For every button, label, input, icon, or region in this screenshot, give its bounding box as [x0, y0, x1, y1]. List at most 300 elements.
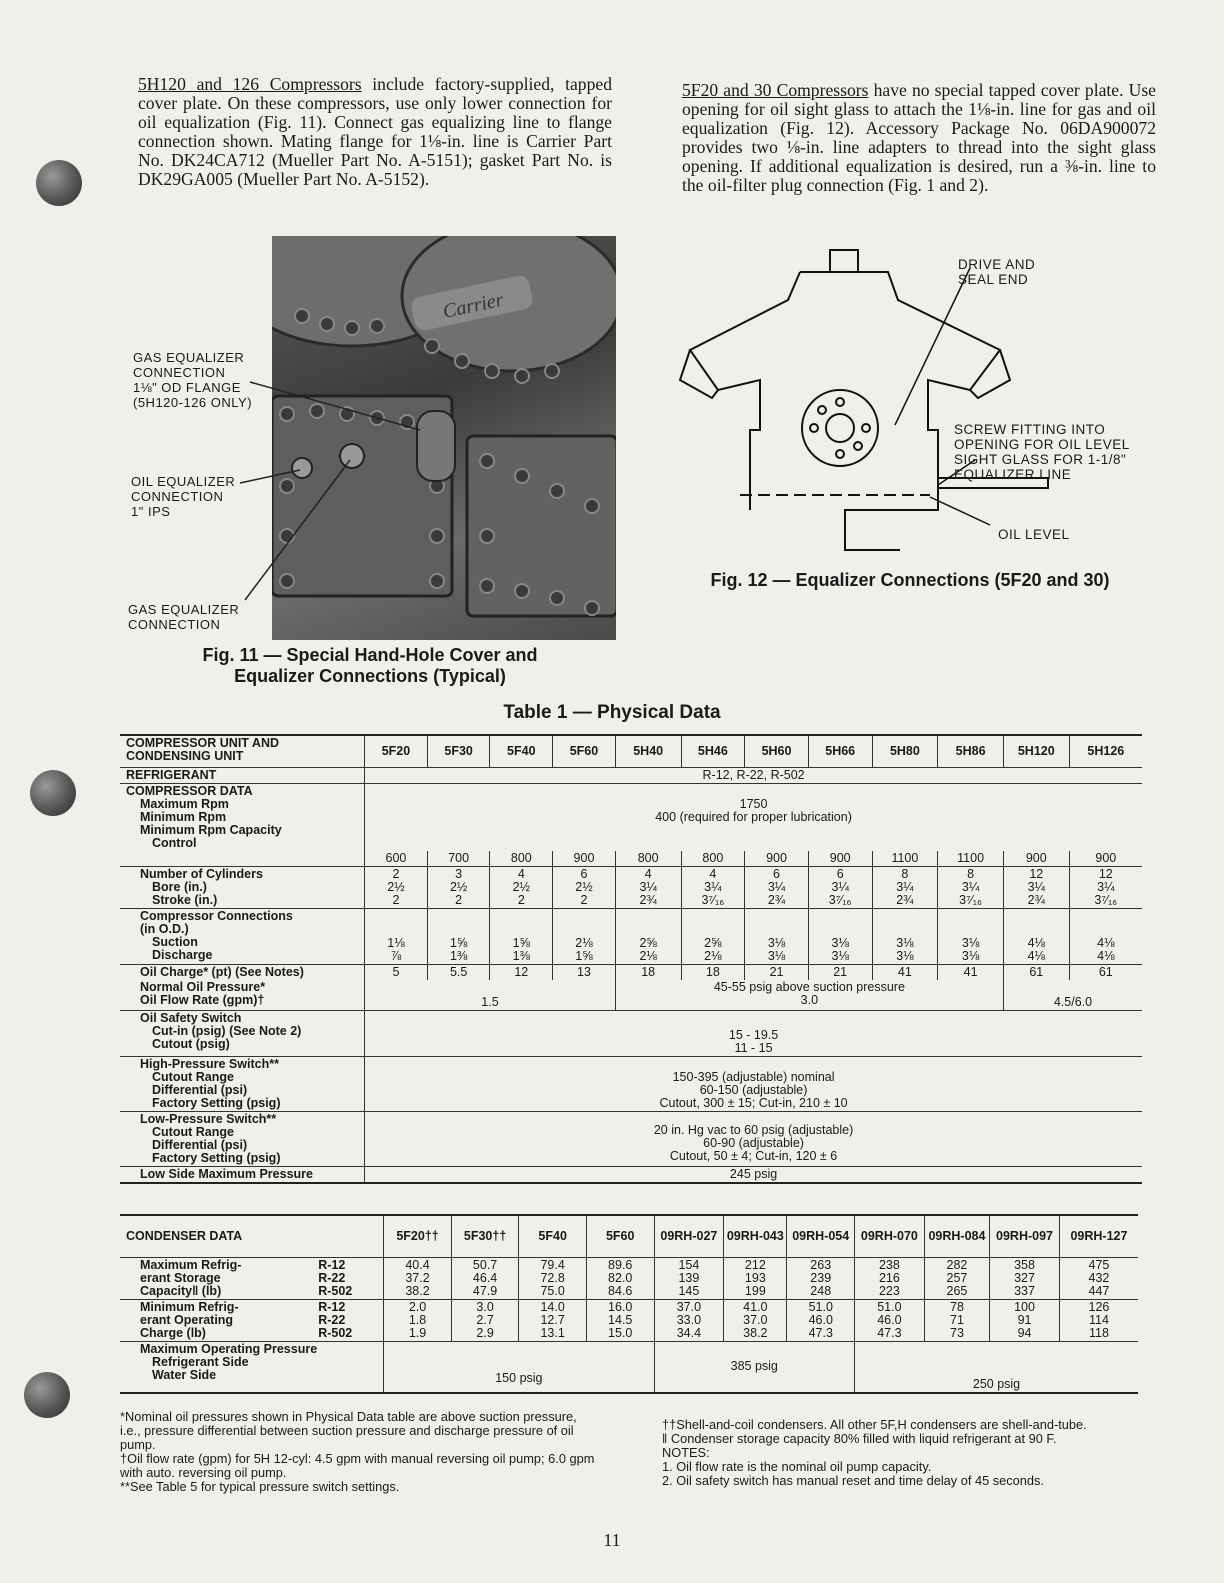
- conn-label: Compressor Connections: [140, 908, 293, 923]
- refrigerant-label: REFRIGERANT: [120, 767, 365, 783]
- discharge-value: 1⅜: [449, 948, 468, 963]
- fig12-label-line: SCREW FITTING INTO: [954, 422, 1106, 437]
- fig12-label-drive: [958, 257, 1035, 287]
- stroke-value: 3⁷⁄₁₆: [1094, 892, 1118, 907]
- storage-cell: [924, 1257, 989, 1299]
- page-number: 11: [603, 1530, 621, 1550]
- conn-label: (in O.D.): [140, 921, 189, 936]
- stroke-value: 2: [455, 892, 463, 907]
- charge-cell: [654, 1299, 724, 1341]
- storage-value: 212: [744, 1257, 766, 1272]
- carrier-logo: Carrier: [440, 288, 506, 323]
- lps-diff-label: Differential (psi): [152, 1137, 248, 1152]
- lps-row: [120, 1111, 1142, 1166]
- cyl-value: 4: [709, 866, 717, 881]
- oil-charge-cell: 18: [681, 964, 745, 980]
- min-cap-cell: 800: [490, 851, 553, 867]
- callout-line: GAS EQUALIZER: [133, 350, 245, 365]
- oil-charge-cell: 18: [615, 964, 681, 980]
- storage-cell: [654, 1257, 724, 1299]
- storage-value: 327: [1014, 1270, 1035, 1285]
- min-cap-cell: 800: [615, 851, 681, 867]
- storage-value: 432: [1088, 1270, 1110, 1285]
- bore-value: 3¼: [831, 879, 849, 894]
- cyl-value: 6: [580, 866, 588, 881]
- hps-fact: Cutout, 300 ± 15; Cut-in, 210 ± 10: [659, 1095, 848, 1110]
- refrigerant-row: [120, 767, 1142, 783]
- cyl-value: 12: [1098, 866, 1113, 881]
- storage-value: 46.4: [472, 1270, 498, 1285]
- storage-label-line: erant Storage: [140, 1270, 221, 1285]
- oss-cutout: 11 - 15: [734, 1040, 773, 1055]
- oil-charge-cell: 5: [365, 964, 428, 980]
- storage-value: 82.0: [608, 1270, 633, 1285]
- charge-row: [120, 1299, 1138, 1341]
- charge-label-line: erant Operating: [140, 1312, 234, 1327]
- condenser-model: 09RH-027: [654, 1215, 724, 1257]
- storage-value: 248: [810, 1283, 832, 1298]
- charge-value: 33.0: [676, 1312, 702, 1327]
- stroke-value: 2¾: [639, 892, 657, 907]
- ref-name: R-22: [318, 1312, 346, 1327]
- oil-flow-b: 3.0: [800, 992, 819, 1007]
- fig12-label-line: SEAL END: [958, 272, 1029, 287]
- storage-value: 223: [878, 1283, 900, 1298]
- mop-row: [120, 1341, 1138, 1393]
- stroke-value: 3⁷⁄₁₆: [828, 892, 852, 907]
- cyl-cell: [745, 866, 809, 908]
- comp-data-heading: COMPRESSOR DATA: [126, 783, 253, 798]
- storage-cell: [724, 1257, 787, 1299]
- charge-value: 1.8: [408, 1312, 427, 1327]
- fig11-caption: [160, 645, 580, 687]
- refrigerant-value: R-12, R-22, R-502: [365, 767, 1142, 783]
- storage-cell: [384, 1257, 452, 1299]
- bore-value: 3¼: [896, 879, 914, 894]
- stroke-value: 3⁷⁄₁₆: [959, 892, 982, 907]
- hps-range: 150-395 (adjustable) nominal: [672, 1069, 835, 1084]
- charge-value: 71: [950, 1312, 964, 1327]
- cyl-cell: [615, 866, 681, 908]
- suction-value: 2⅝: [704, 935, 722, 950]
- oil-charge-cell: 61: [1003, 964, 1069, 980]
- storage-value: 84.6: [608, 1283, 633, 1298]
- storage-value: 72.8: [540, 1270, 565, 1285]
- storage-value: 193: [744, 1270, 766, 1285]
- model-cell: 5F20: [365, 735, 428, 767]
- model-cell: 5H46: [681, 735, 745, 767]
- footnotes-left: [120, 1410, 600, 1494]
- storage-cell: [586, 1257, 654, 1299]
- lps-fact-label: Factory Setting (psig): [152, 1150, 281, 1165]
- right-paragraph: [682, 81, 1156, 195]
- min-cap-cell: 700: [427, 851, 490, 867]
- cyl-cell: [938, 866, 1004, 908]
- bore-value: 3¼: [767, 879, 786, 894]
- storage-cell: [787, 1257, 855, 1299]
- conn-cell: [427, 908, 490, 964]
- charge-value: 37.0: [676, 1299, 702, 1314]
- rpm-values: [365, 783, 1142, 851]
- charge-label-line: Charge (lb): [140, 1325, 206, 1340]
- footnote: **See Table 5 for typical pressure switch settings.: [120, 1479, 400, 1494]
- stroke-value: 2: [517, 892, 525, 907]
- oss-cutout-label: Cutout (psig): [152, 1036, 230, 1051]
- callout-line: (5H120-126 ONLY): [133, 395, 253, 410]
- stroke-value: 3⁷⁄₁₆: [701, 892, 725, 907]
- storage-value: 265: [946, 1283, 968, 1298]
- charge-value: 15.0: [608, 1325, 633, 1340]
- callout-line: 1⅛" OD FLANGE: [133, 380, 241, 395]
- charge-value: 73: [950, 1325, 964, 1340]
- ref-name: R-502: [318, 1283, 353, 1298]
- binder-hole-middle: [30, 770, 76, 816]
- conn-cell: [938, 908, 1004, 964]
- fig12-label-screw: [954, 422, 1130, 482]
- fig11-caption-line: Equalizer Connections (Typical): [234, 666, 506, 686]
- storage-value: 216: [878, 1270, 900, 1285]
- hps-values: [365, 1056, 1142, 1111]
- model-cell: 5H86: [938, 735, 1004, 767]
- mop-b: 385 psig: [654, 1341, 855, 1393]
- suction-value: 4⅛: [1097, 935, 1115, 950]
- cyl-value: 3: [455, 866, 463, 881]
- charge-value: 2.7: [476, 1312, 494, 1327]
- discharge-value: 2⅛: [704, 948, 722, 963]
- cyl-cell: [427, 866, 490, 908]
- min-cap-cell: 900: [745, 851, 809, 867]
- left-heading: 5H120 and 126 Compressors: [138, 74, 362, 94]
- lps-heading: Low-Pressure Switch**: [140, 1111, 277, 1126]
- table-title: Table 1 — Physical Data: [503, 702, 721, 723]
- suction-value: 2⅛: [575, 935, 593, 950]
- suction-label: Suction: [152, 934, 198, 949]
- oil-flow-label-text: Oil Flow Rate (gpm)†: [140, 992, 265, 1007]
- stroke-value: 2¾: [896, 892, 914, 907]
- suction-value: 3⅛: [896, 935, 914, 950]
- charge-value: 2.0: [408, 1299, 427, 1314]
- oil-pressure-row: [120, 980, 1142, 1011]
- callout-line: 1" IPS: [131, 504, 171, 519]
- fig11-leader-lines: [0, 0, 700, 700]
- charge-label-line: Minimum Refrig-: [140, 1299, 239, 1314]
- charge-value: 3.0: [476, 1299, 494, 1314]
- lsmp-value: 245 psig: [365, 1166, 1142, 1183]
- storage-value: 47.9: [472, 1283, 498, 1298]
- lps-range: 20 in. Hg vac to 60 psig (adjustable): [653, 1122, 854, 1137]
- charge-cell: [924, 1299, 989, 1341]
- lps-values: [365, 1111, 1142, 1166]
- bore-value: 3¼: [961, 879, 980, 894]
- model-cell: 5F60: [553, 735, 616, 767]
- cyl-value: 6: [773, 866, 780, 881]
- storage-value: 37.2: [405, 1270, 430, 1285]
- cyl-cell: [553, 866, 616, 908]
- table-header-row: [120, 735, 1142, 767]
- min-cap-cell: 900: [553, 851, 616, 867]
- conn-cell: [490, 908, 553, 964]
- oil-charge-cell: 12: [490, 964, 553, 980]
- refrigerant-names: [316, 1257, 384, 1299]
- oil-flow-c: 4.5/6.0: [1003, 980, 1142, 1011]
- conn-cell: [808, 908, 872, 964]
- model-cell: 5H60: [745, 735, 809, 767]
- suction-value: 2⅝: [639, 935, 657, 950]
- storage-value: 475: [1088, 1257, 1110, 1272]
- hps-label: [120, 1056, 365, 1111]
- lsmp-label: [120, 1166, 365, 1183]
- suction-value: 3⅛: [831, 935, 849, 950]
- physical-data-table: [120, 734, 1142, 1184]
- compressor-data-row: [120, 783, 1142, 851]
- storage-label: [120, 1257, 316, 1299]
- storage-value: 145: [678, 1283, 700, 1298]
- footnote: 2. Oil safety switch has manual reset and time delay of 45 seconds.: [662, 1473, 1044, 1488]
- discharge-value: 3⅛: [831, 948, 849, 963]
- storage-label-line: Capacity‖ (lb): [140, 1283, 222, 1298]
- charge-value: 41.0: [743, 1299, 768, 1314]
- condenser-model: 09RH-097: [990, 1215, 1060, 1257]
- oil-charge-label: [120, 964, 365, 980]
- min-cap-label: Minimum Rpm Capacity: [140, 822, 282, 837]
- cyl-cell: [681, 866, 745, 908]
- bore-value: 3¼: [1027, 879, 1045, 894]
- condenser-model: 09RH-127: [1059, 1215, 1138, 1257]
- model-cell: 5H80: [872, 735, 938, 767]
- binder-hole-bottom: [24, 1372, 70, 1418]
- connections-row: [120, 908, 1142, 964]
- conn-cell: [365, 908, 428, 964]
- oil-safety-row: [120, 1010, 1142, 1056]
- charge-cell: [990, 1299, 1060, 1341]
- suction-value: 4⅛: [1027, 935, 1045, 950]
- bore-value: 2½: [449, 879, 468, 894]
- oil-press-label-text: Normal Oil Pressure*: [140, 979, 266, 994]
- oil-charge-cell: 21: [745, 964, 809, 980]
- charge-cell: [1059, 1299, 1138, 1341]
- lps-range-label: Cutout Range: [152, 1124, 234, 1139]
- storage-cell: [451, 1257, 519, 1299]
- min-cap-cell: 900: [808, 851, 872, 867]
- ref-name: R-12: [318, 1257, 346, 1272]
- condenser-model: 09RH-043: [724, 1215, 787, 1257]
- charge-cell: [586, 1299, 654, 1341]
- min-cap-cell: 800: [681, 851, 745, 867]
- charge-value: 114: [1088, 1312, 1109, 1327]
- callout-line: CONNECTION: [133, 365, 226, 380]
- min-cap-cell: 600: [365, 851, 428, 867]
- max-rpm-value: 1750: [739, 796, 768, 811]
- cyl-value: 4: [644, 866, 652, 881]
- oil-charge-row: [120, 964, 1142, 980]
- max-rpm-label: Maximum Rpm: [140, 796, 229, 811]
- charge-value: 51.0: [877, 1299, 902, 1314]
- oss-values: [365, 1010, 1142, 1056]
- compressor-data-label: [120, 783, 365, 851]
- cyl-cell: [365, 866, 428, 908]
- stroke-value: 2: [580, 892, 588, 907]
- storage-value: 154: [678, 1257, 700, 1272]
- storage-value: 139: [678, 1270, 700, 1285]
- min-cap-cell: 900: [1003, 851, 1069, 867]
- charge-cell: [724, 1299, 787, 1341]
- storage-value: 337: [1014, 1283, 1035, 1298]
- ref-name: R-12: [318, 1299, 346, 1314]
- bore-label: Bore (in.): [152, 879, 207, 894]
- storage-value: 263: [810, 1257, 832, 1272]
- oil-safety-label: [120, 1010, 365, 1056]
- suction-value: 1⅝: [449, 935, 468, 950]
- hps-heading: High-Pressure Switch**: [140, 1056, 279, 1071]
- model-cell: 5F40: [490, 735, 553, 767]
- stroke-value: 2¾: [767, 892, 786, 907]
- suction-value: 3⅛: [961, 935, 980, 950]
- charge-value: 14.0: [540, 1299, 565, 1314]
- condenser-model: 09RH-084: [924, 1215, 989, 1257]
- discharge-value: ⅞: [390, 948, 402, 963]
- cyl-value: 12: [1029, 866, 1044, 881]
- cyl-value: 2: [392, 866, 400, 881]
- discharge-value: 1⅜: [512, 948, 530, 963]
- oil-press-flow: [615, 980, 1003, 1011]
- fig11-caption-line: Fig. 11 — Special Hand-Hole Cover and: [202, 645, 538, 665]
- lps-label: [120, 1111, 365, 1166]
- lsmp-row: [120, 1166, 1142, 1183]
- cyl-cell: [808, 866, 872, 908]
- charge-value: 51.0: [808, 1299, 833, 1314]
- stroke-value: 2¾: [1027, 892, 1045, 907]
- footnote: ‖ Condenser storage capacity 80% filled with liquid refrigerant at 90 F.: [662, 1431, 1057, 1446]
- hps-range-label: Cutout Range: [152, 1069, 234, 1084]
- suction-value: 1⅝: [512, 935, 530, 950]
- discharge-value: 4⅛: [1097, 948, 1115, 963]
- hps-fact-label: Factory Setting (psig): [152, 1095, 281, 1110]
- charge-value: 100: [1014, 1299, 1035, 1314]
- bore-value: 2½: [575, 879, 593, 894]
- conn-cell: [745, 908, 809, 964]
- charge-value: 37.0: [743, 1312, 768, 1327]
- condenser-model: 5F60: [586, 1215, 654, 1257]
- storage-value: 257: [946, 1270, 968, 1285]
- fig12-label-line: EQUALIZER LINE: [954, 467, 1072, 482]
- charge-value: 14.5: [608, 1312, 633, 1327]
- cylinders-row: [120, 866, 1142, 908]
- discharge-value: 3⅛: [961, 948, 980, 963]
- footnote: ††Shell-and-coil condensers. All other 5F,H condensers are shell-and-tube.: [662, 1417, 1087, 1432]
- model-cell: 5F30: [427, 735, 490, 767]
- charge-cell: [519, 1299, 587, 1341]
- storage-value: 38.2: [405, 1283, 430, 1298]
- condenser-label: CONDENSER DATA: [120, 1215, 384, 1257]
- header-label-line: CONDENSING UNIT: [126, 749, 244, 763]
- oss-label: Oil Safety Switch: [140, 1010, 242, 1025]
- charge-value: 47.3: [808, 1325, 833, 1340]
- footnotes-right: [662, 1418, 1142, 1488]
- oss-cutin: 15 - 19.5: [728, 1027, 779, 1042]
- cyl-cell: [490, 866, 553, 908]
- cylinders-label: [120, 866, 365, 908]
- storage-value: 79.4: [540, 1257, 565, 1272]
- ref-name: R-502: [318, 1325, 353, 1340]
- lps-fact: Cutout, 50 ± 4; Cut-in, 120 ± 6: [669, 1148, 838, 1163]
- min-rpm-value: 400 (required for proper lubrication): [655, 809, 852, 824]
- oil-press-value: 45-55 psig above suction pressure: [713, 979, 905, 994]
- min-cap-row: [120, 851, 1142, 867]
- min-cap-label: Control: [152, 835, 197, 850]
- discharge-label: Discharge: [152, 947, 213, 962]
- cyl-cell: [1069, 866, 1142, 908]
- oss-cutin-label: Cut-in (psig) (See Note 2): [152, 1023, 302, 1038]
- hps-row: [120, 1056, 1142, 1111]
- cyl-value: 8: [967, 866, 975, 881]
- bore-value: 2½: [387, 879, 405, 894]
- stroke-value: 2: [392, 892, 400, 907]
- charge-value: 46.0: [877, 1312, 902, 1327]
- footnote: NOTES:: [662, 1445, 710, 1460]
- mop-label: [120, 1341, 384, 1393]
- min-cap-cell: 900: [1069, 851, 1142, 867]
- charge-value: 2.9: [476, 1325, 494, 1340]
- model-cell: 5H126: [1069, 735, 1142, 767]
- charge-cell: [451, 1299, 519, 1341]
- conn-cell: [553, 908, 616, 964]
- charge-value: 12.7: [540, 1312, 565, 1327]
- oil-charge-label-text: Oil Charge* (pt) (See Notes): [140, 964, 304, 979]
- charge-value: 1.9: [408, 1325, 427, 1340]
- storage-value: 199: [744, 1283, 766, 1298]
- charge-value: 118: [1088, 1325, 1109, 1340]
- condenser-model: 09RH-070: [855, 1215, 925, 1257]
- bore-value: 3¼: [1097, 879, 1115, 894]
- lsmp-label-text: Low Side Maximum Pressure: [140, 1166, 313, 1181]
- bore-value: 3¼: [704, 879, 722, 894]
- discharge-value: 3⅛: [767, 948, 786, 963]
- charge-value: 47.3: [877, 1325, 902, 1340]
- condenser-model: 5F30††: [451, 1215, 519, 1257]
- storage-cell: [1059, 1257, 1138, 1299]
- charge-value: 13.1: [540, 1325, 565, 1340]
- hps-diff-label: Differential (psi): [152, 1082, 248, 1097]
- bore-value: 3¼: [639, 879, 657, 894]
- discharge-value: 4⅛: [1027, 948, 1045, 963]
- model-cell: 5H120: [1003, 735, 1069, 767]
- mop-c: 250 psig: [855, 1341, 1138, 1393]
- right-body: have no special tapped cover plate. Use opening for oil sight glass to attach the 1⅛-in. line for gas and oil equalization (Fig. 12). Accessory Package No. 06DA900072 provides two ⅛-in. line adapters to thread into the sight glass opening. If additional equalization is desired, run a ⅜-in. line to the oil-filter plug connection (Fig. 1 and 2).: [682, 80, 1156, 195]
- fig12-label-line: DRIVE AND: [958, 257, 1036, 272]
- oil-charge-cell: 5.5: [427, 964, 490, 980]
- ref-name: R-22: [318, 1270, 346, 1285]
- charge-value: 126: [1088, 1299, 1110, 1314]
- condenser-model: 5F40: [519, 1215, 587, 1257]
- charge-cell: [384, 1299, 452, 1341]
- storage-cell: [990, 1257, 1060, 1299]
- charge-value: 34.4: [676, 1325, 702, 1340]
- storage-value: 239: [810, 1270, 832, 1285]
- charge-value: 91: [1017, 1312, 1032, 1327]
- min-rpm-label: Minimum Rpm: [140, 809, 227, 824]
- condenser-model: 09RH-054: [787, 1215, 855, 1257]
- connections-label: [120, 908, 365, 964]
- storage-value: 447: [1088, 1283, 1110, 1298]
- oil-charge-cell: 21: [808, 964, 872, 980]
- condenser-model: 5F20††: [384, 1215, 452, 1257]
- cyl-value: 6: [836, 866, 844, 881]
- lps-diff: 60-90 (adjustable): [703, 1135, 804, 1150]
- storage-value: 89.6: [608, 1257, 633, 1272]
- min-cap-cell: 1100: [938, 851, 1004, 867]
- storage-value: 75.0: [540, 1283, 565, 1298]
- callout-line: CONNECTION: [128, 617, 221, 632]
